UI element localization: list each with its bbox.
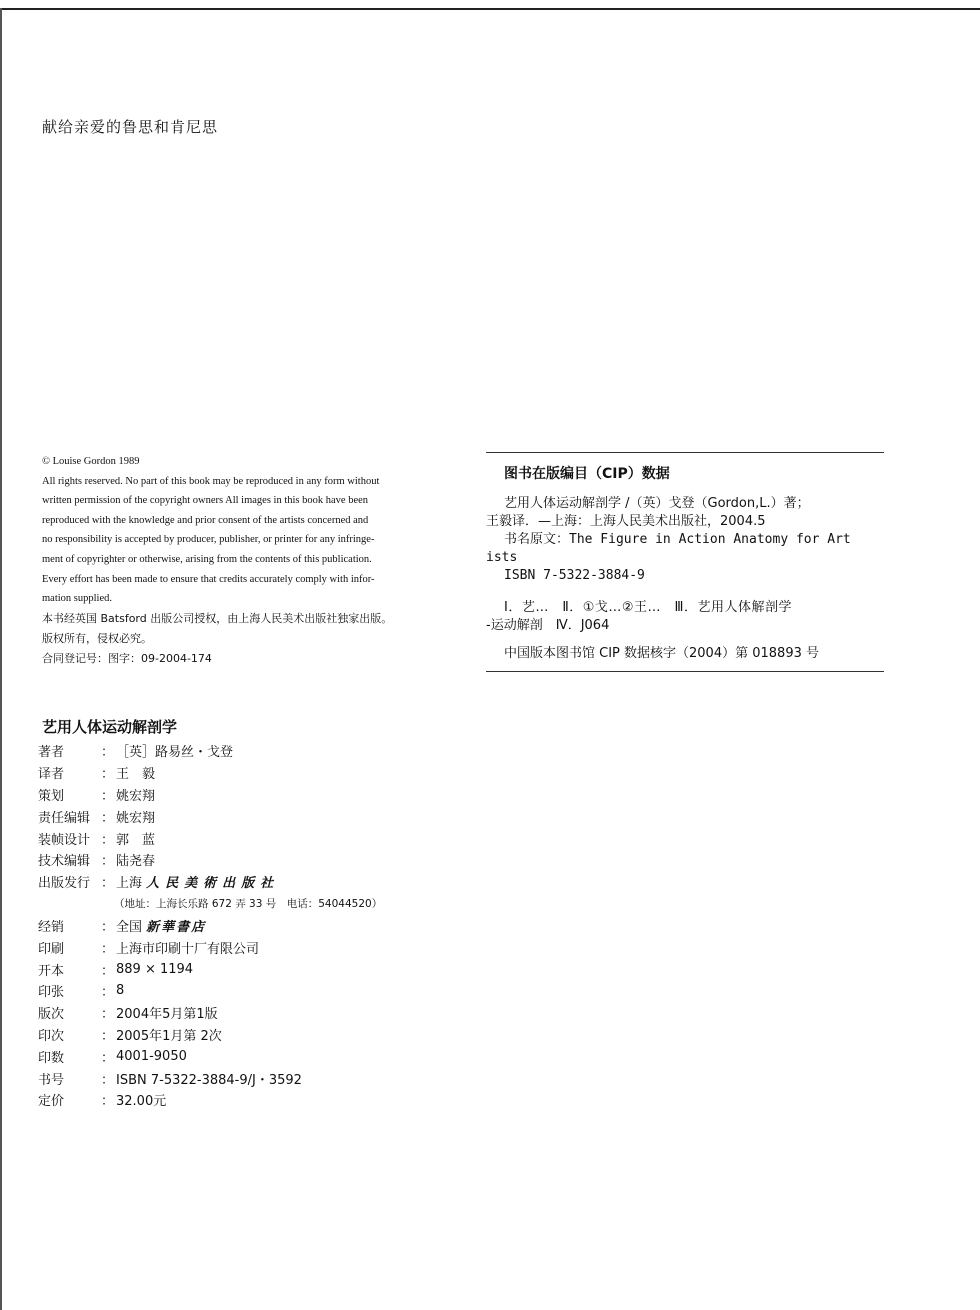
credit-value: 全国 新華書店 [116,919,207,935]
credit-label: 责任编辑 ： [38,810,114,826]
cip-isbn: ISBN 7-5322-3884-9 [504,568,645,583]
credit-value: 2004年5月第1版 [116,1007,218,1023]
copyright-line: mation supplied. [42,593,112,605]
copyright-line: reproduced with the knowledge and prior consent of the artists concerned and [42,514,369,526]
credit-label: 印张 ： [38,985,114,1001]
credit-value: ISBN 7-5322-3884-9/J・3592 [116,1072,302,1088]
cip-subject-line: -运动解剖 Ⅳ．J064 [486,618,610,633]
credit-distributor [38,915,458,937]
license-statement: 本书经英国 Batsford 出版公司授权，由上海人民美术出版社独家出版。 [42,611,393,625]
credit-impression [38,1024,458,1046]
credit-label: 版次 ： [38,1007,114,1023]
credit-value: 姚宏翔 [116,788,156,804]
credit-value: 32.00元 [116,1094,167,1110]
credit-value: 889 × 1194 [116,961,194,977]
scan-border-top [0,8,980,10]
credit-value: 4001-9050 [116,1048,187,1064]
credit-format [38,958,458,980]
credit-label: 著者 ： [38,745,114,761]
dedication: 献给亲爱的鲁思和肯尼思 [42,118,219,136]
credit-designer [38,827,458,849]
copyright-line: written permission of the copyright owners All images in this book have been [42,495,369,507]
copyright-line: © Louise Gordon 1989 [42,456,140,467]
credit-price [38,1089,458,1111]
credit-label: 经销 ： [38,919,114,935]
credit-tech-editor [38,849,458,871]
distributor-logotype: 新華書店 [146,919,207,935]
copyright-line: All rights reserved. No part of this book may be reproduced in any form without [42,475,380,487]
credits-list [38,740,458,1111]
credit-value: 2005年1月第 2次 [116,1028,222,1044]
credit-label: 印刷 ： [38,941,114,957]
publisher-logotype: 人民美術出版社 [146,876,280,892]
credit-label: 出版发行 ： [38,876,114,892]
credit-value: ［英］路易丝・戈登 [116,745,234,761]
copyright-line: no responsibility is accepted by producer, publisher, or printer for any infringe- [42,534,375,546]
credit-value: 上海 人民美術出版社 [116,876,280,892]
credit-value: 8 [116,983,125,999]
credit-translator [38,762,458,784]
copyright-block [42,452,450,669]
cip-line: 艺用人体运动解剖学 /（英）戈登（Gordon,L.）著； [504,496,810,511]
cip-heading: 图书在版编目（CIP）数据 [504,466,670,482]
cip-line: 书名原文：The Figure in Action Anatomy for Art [504,532,851,547]
credit-value: 郭 蓝 [116,832,156,848]
cip-body [486,495,884,663]
scan-border-left [0,8,2,1310]
credit-planner [38,784,458,806]
copyright-line: ment of copyrighter or otherwise, arising from the contents of this publication. [42,553,372,565]
credit-label: 书号 ： [38,1072,114,1088]
credit-label: 印次 ： [38,1028,114,1044]
credit-value: 姚宏翔 [116,810,156,826]
cip-rule-top [486,452,884,453]
cip-record-number: 中国版本图书馆 CIP 数据核字（2004）第 018893 号 [504,646,819,661]
credit-sheets [38,980,458,1002]
credit-publisher [38,871,458,893]
book-title: 艺用人体运动解剖学 [42,718,178,736]
cip-line: 王毅译．—上海：上海人民美术出版社，2004.5 [486,514,766,529]
cip-rule-bottom [486,671,884,672]
contract-number: 合同登记号：图字：09-2004-174 [42,651,212,665]
publisher-address: （地址：上海长乐路 672 弄 33 号 电话：54044520） [114,897,383,910]
rights-statement: 版权所有，侵权必究。 [42,631,152,645]
credit-label: 译者 ： [38,767,114,783]
credit-value: 上海市印刷十厂有限公司 [116,941,260,957]
credit-editor [38,805,458,827]
credit-value: 陆尧春 [116,854,156,870]
cip-block [486,452,884,672]
credit-printer [38,936,458,958]
credit-label: 定价 ： [38,1094,114,1110]
cip-line: ists [486,550,518,565]
credit-author [38,740,458,762]
credit-print-run [38,1045,458,1067]
credit-label: 技术编辑 ： [38,854,114,870]
credit-label: 开本 ： [38,963,114,979]
credit-value: 王 毅 [116,767,156,783]
credit-label: 印数 ： [38,1050,114,1066]
credit-label: 装帧设计 ： [38,832,114,848]
credit-book-number [38,1067,458,1089]
credit-edition [38,1002,458,1024]
credit-label: 策划 ： [38,788,114,804]
copyright-line: Every effort has been made to ensure that credits accurately comply with infor- [42,573,375,585]
cip-subject-line: Ⅰ．艺… Ⅱ．①戈…②王… Ⅲ．艺用人体解剖学 [504,600,793,615]
